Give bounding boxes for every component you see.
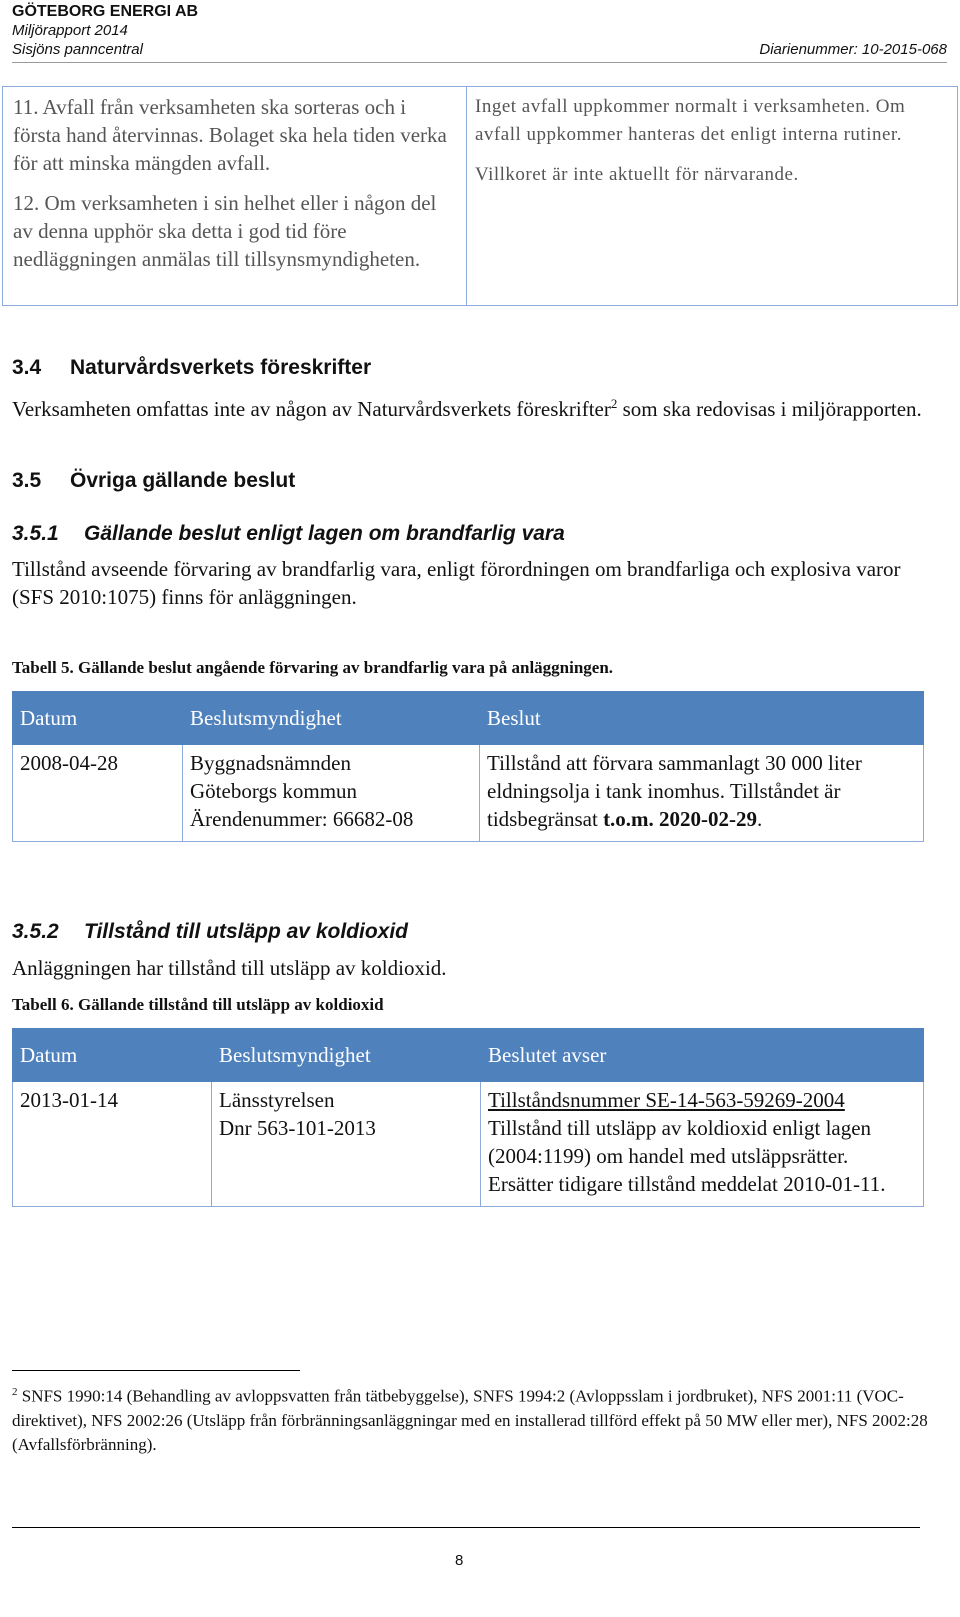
footnote: $^2$ SNFS 1990:14 (Behandling av avloppsvatten från tätbebyggelse), SNFS 1994:2 (Avloppsslam i jordbruket), NFS 2001:11 (VOC-direktivet), NFS 2002:26 (Utsläpp från förbränningsanläggningar med en installerad tillförd effekt på 50 MW eller mer), NFS 2002:28 (Avfallsförbränning). [12,1386,928,1454]
heading-3-5: 3.5 Övriga gällande beslut [12,469,296,492]
table-5-caption: Tabell 5. Gällande beslut angående förvaring av brandfarlig vara på anläggningen. [12,658,614,677]
heading-3-5-2: 3.5.2 Tillstånd till utsläpp av koldioxid [12,920,408,943]
table-6 [12,1028,924,1207]
condition-11: 11. Avfall från verksamheten ska sorteras och i första hand återvinnas. Bolaget ska hela tiden verka för att minska mängden avfall. [13,95,447,175]
cell-authority: Byggnadsnämnden Göteborgs kommun Ärendenummer: 66682-08 [183,745,480,842]
table-5 [12,691,924,842]
permit-number: Tillståndsnummer SE-14-563-59269-2004 [488,1088,845,1112]
col-datum: Datum [13,692,183,745]
header-row [12,40,947,59]
cell-decision: Tillståndsnummer SE-14-563-59269-2004 Tillstånd till utsläpp av koldioxid enligt lagen (2004:1199) om handel med utsläppsrätter. Ersätter tidigare tillstånd meddelat 2010-01-11. [481,1082,924,1207]
expiry-date: t.o.m. 2020-02-29 [603,807,758,831]
cell-date: 2013-01-14 [13,1082,212,1207]
conditions-comments [467,87,957,305]
col-beslutsmyndighet: Beslutsmyndighet [212,1029,481,1082]
cell-decision: Tillstånd att förvara sammanlagt 30 000 liter eldningsolja i tank inomhus. Tillståndet är tidsbegränsat t.o.m. 2020-02-29. [480,745,924,842]
cell-date: 2008-04-28 [13,745,183,842]
comment-11: Inget avfall uppkommer normalt i verksamheten. Om avfall uppkommer hanteras det enligt interna rutiner. [475,96,906,145]
footer-divider [12,1527,920,1528]
footnote-ref: 2 [610,396,618,411]
footnote-divider [12,1370,300,1371]
diarienummer: Diarienummer: 10-2015-068 [759,41,947,58]
paragraph-3-5-2: Anläggningen har tillstånd till utsläpp av koldioxid. [12,956,447,980]
footnote-number: 2 [12,1386,18,1398]
table-row [13,1082,924,1207]
col-beslut: Beslut [480,692,924,745]
page-header [12,2,947,59]
table-6-caption: Tabell 6. Gällande tillstånd till utsläpp av koldioxid [12,995,384,1014]
paragraph-3-5-1: Tillstånd avseende förvaring av brandfarlig vara, enligt förordningen om brandfarliga och explosiva varor (SFS 2010:1075) finns för anläggningen. [12,557,901,609]
heading-3-5-1: 3.5.1 Gällande beslut enligt lagen om brandfarlig vara [12,522,565,545]
conditions-table [2,86,958,306]
conditions-requirements [3,87,467,305]
header-divider [12,62,947,63]
col-beslutsmyndighet: Beslutsmyndighet [183,692,480,745]
site-name: Sisjöns panncentral [12,41,143,58]
comment-12: Villkoret är inte aktuellt för närvarande. [475,164,799,185]
table-row [13,745,924,842]
paragraph-3-4: Verksamheten omfattas inte av någon av Naturvårdsverkets föreskrifter$^2$ som ska redovisas i miljörapporten. [12,396,922,421]
condition-12: 12. Om verksamheten i sin helhet eller i någon del av denna upphör ska detta i god tid före nedläggningen anmälas till tillsynsmyndigheten. [13,191,437,271]
col-datum: Datum [13,1029,212,1082]
col-beslutet-avser: Beslutet avser [481,1029,924,1082]
heading-3-4: 3.4 Naturvårdsverkets föreskrifter [12,356,372,379]
page-number: 8 [455,1552,464,1569]
cell-authority: Länsstyrelsen Dnr 563-101-2013 [212,1082,481,1207]
report-title: Miljörapport 2014 [12,22,128,39]
company-name: GÖTEBORG ENERGI AB [12,3,199,20]
